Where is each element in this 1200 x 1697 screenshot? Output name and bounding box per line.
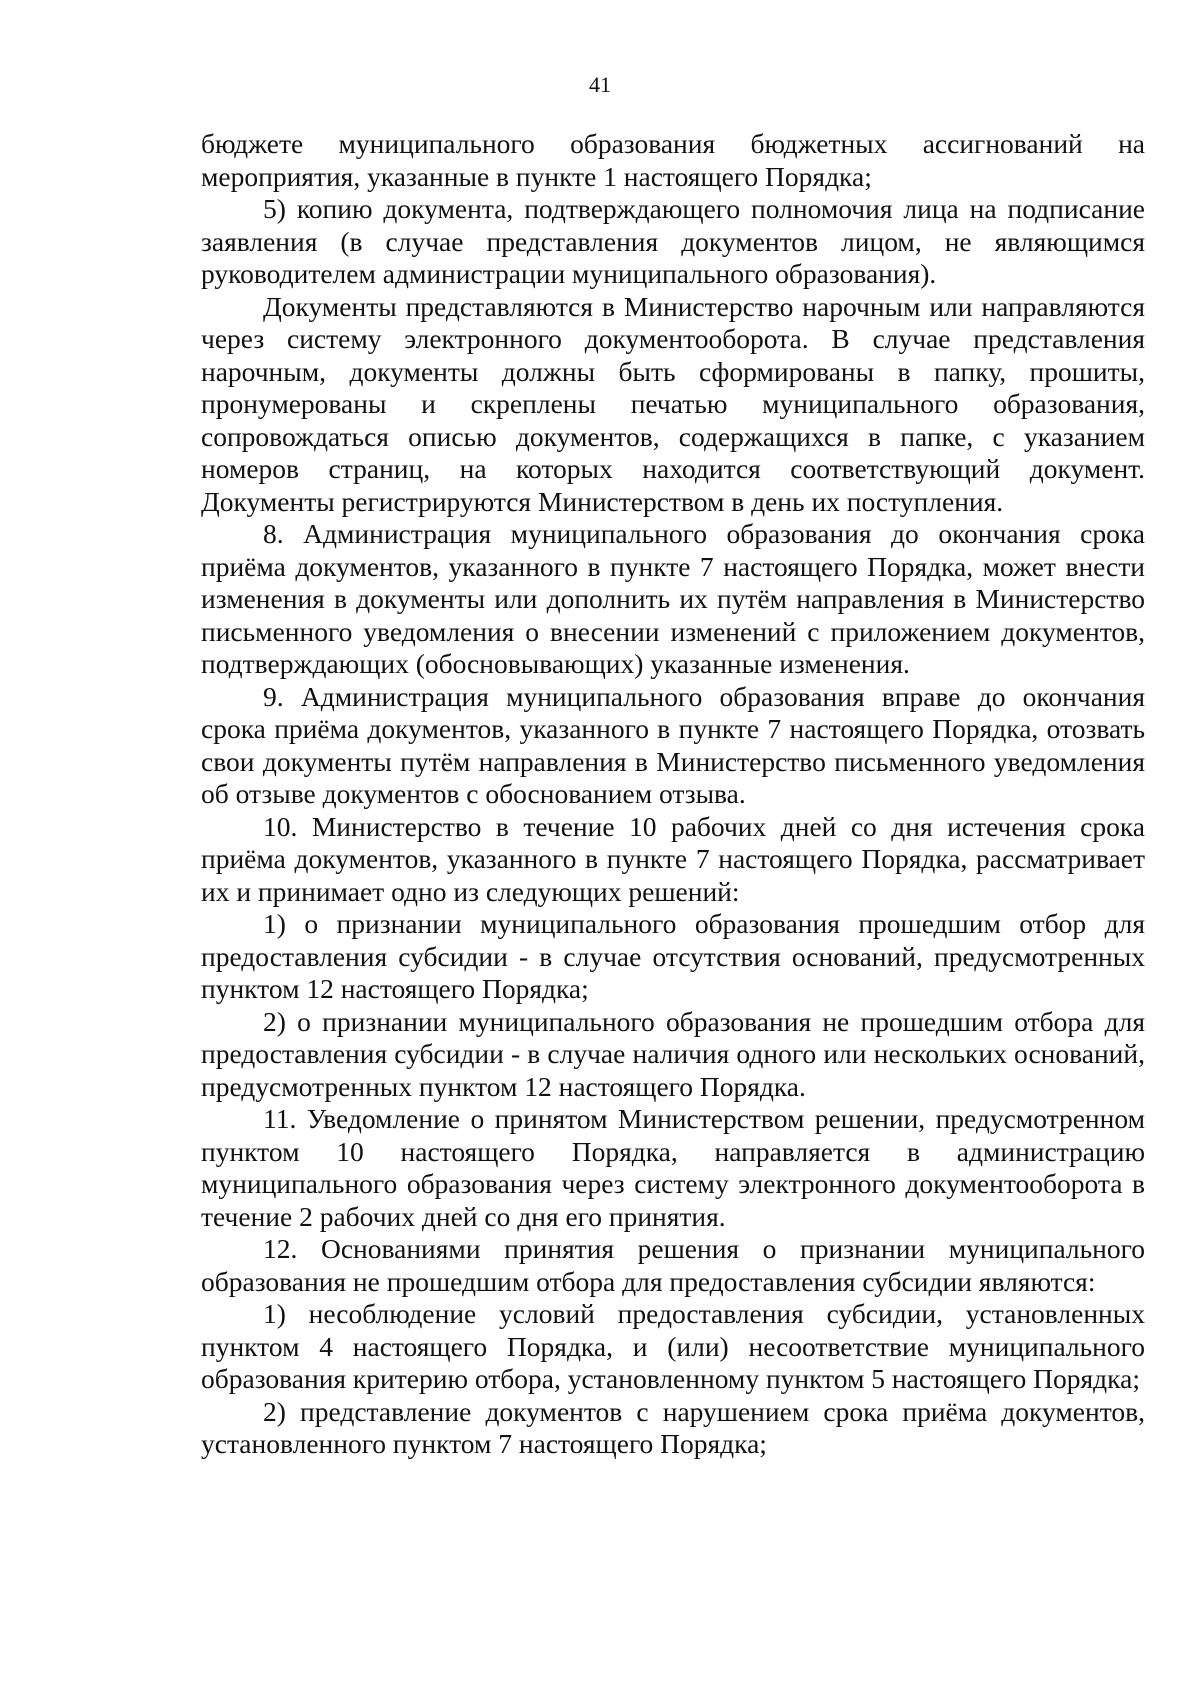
paragraph-clause-10-item-2: 2) о признании муниципального образования не прошедшим отбора для предоставления субсидии - в случае наличия одного или нескольких оснований, предусмотренных пунктом 12 настоящего Порядка. (201, 1005, 1145, 1102)
paragraph-clause-10: 10. Министерство в течение 10 рабочих дней со дня истечения срока приёма документов, указанного в пункте 7 настоящего Порядка, рассматривает их и принимает одно из следующих решений: (201, 810, 1145, 907)
page-number: 41 (589, 72, 611, 97)
paragraph-clause-8: 8. Администрация муниципального образования до окончания срока приёма документов, указанного в пункте 7 настоящего Порядка, может внести изменения в документы или дополнить их путём направления в Министерство письменного уведомления о внесении изменений с приложением документов, подтверждающих (обосновывающих) указанные изменения. (201, 518, 1145, 679)
paragraph-documents-submission: Документы представляются в Министерство нарочным или направляются через систему электронного документооборота. В случае представления нарочным, документы должны быть сформированы в папку, прошиты, пронумерованы и скреплены печатью муниципального образования, сопровождаться описью документов, содержащихся в папке, с указанием номеров страниц, на которых находится соответствующий документ. Документы регистрируются Министерством в день их поступления. (201, 290, 1145, 517)
paragraph-clause-12-item-2: 2) представление документов с нарушением срока приёма документов, установленного пунктом 7 настоящего Порядка; (201, 1395, 1145, 1459)
document-body (201, 128, 1145, 1461)
paragraph-item-5: 5) копию документа, подтверждающего полномочия лица на подписание заявления (в случае представления документов лицом, не являющимся руководителем администрации муниципального образования). (201, 193, 1145, 289)
paragraph-clause-9: 9. Администрация муниципального образования вправе до окончания срока приёма документов, указанного в пункте 7 настоящего Порядка, отозвать свои документы путём направления в Министерство письменного уведомления об отзыве документов с обоснованием отзыва. (201, 680, 1145, 809)
paragraph-clause-10-item-1: 1) о признании муниципального образования прошедшим отбор для предоставления субсидии - в случае отсутствия оснований, предусмотренных пунктом 12 настоящего Порядка; (201, 908, 1145, 1004)
paragraph-clause-12-item-1: 1) несоблюдение условий предоставления субсидии, установленных пунктом 4 настоящего Порядка, и (или) несоответствие муниципального образования критерию отбора, установленному пунктом 5 настоящего Порядка; (201, 1298, 1145, 1394)
paragraph-continuation: бюджете муниципального образования бюджетных ассигнований на мероприятия, указанные в пункте 1 настоящего Порядка; (201, 128, 1145, 192)
paragraph-clause-11: 11. Уведомление о принятом Министерством решении, предусмотренном пунктом 10 настоящего Порядка, направляется в администрацию муниципального образования через систему электронного документооборота в течение 2 рабочих дней со дня его принятия. (201, 1103, 1145, 1232)
paragraph-clause-12: 12. Основаниями принятия решения о признании муниципального образования не прошедшим отбора для предоставления субсидии являются: (201, 1233, 1145, 1297)
